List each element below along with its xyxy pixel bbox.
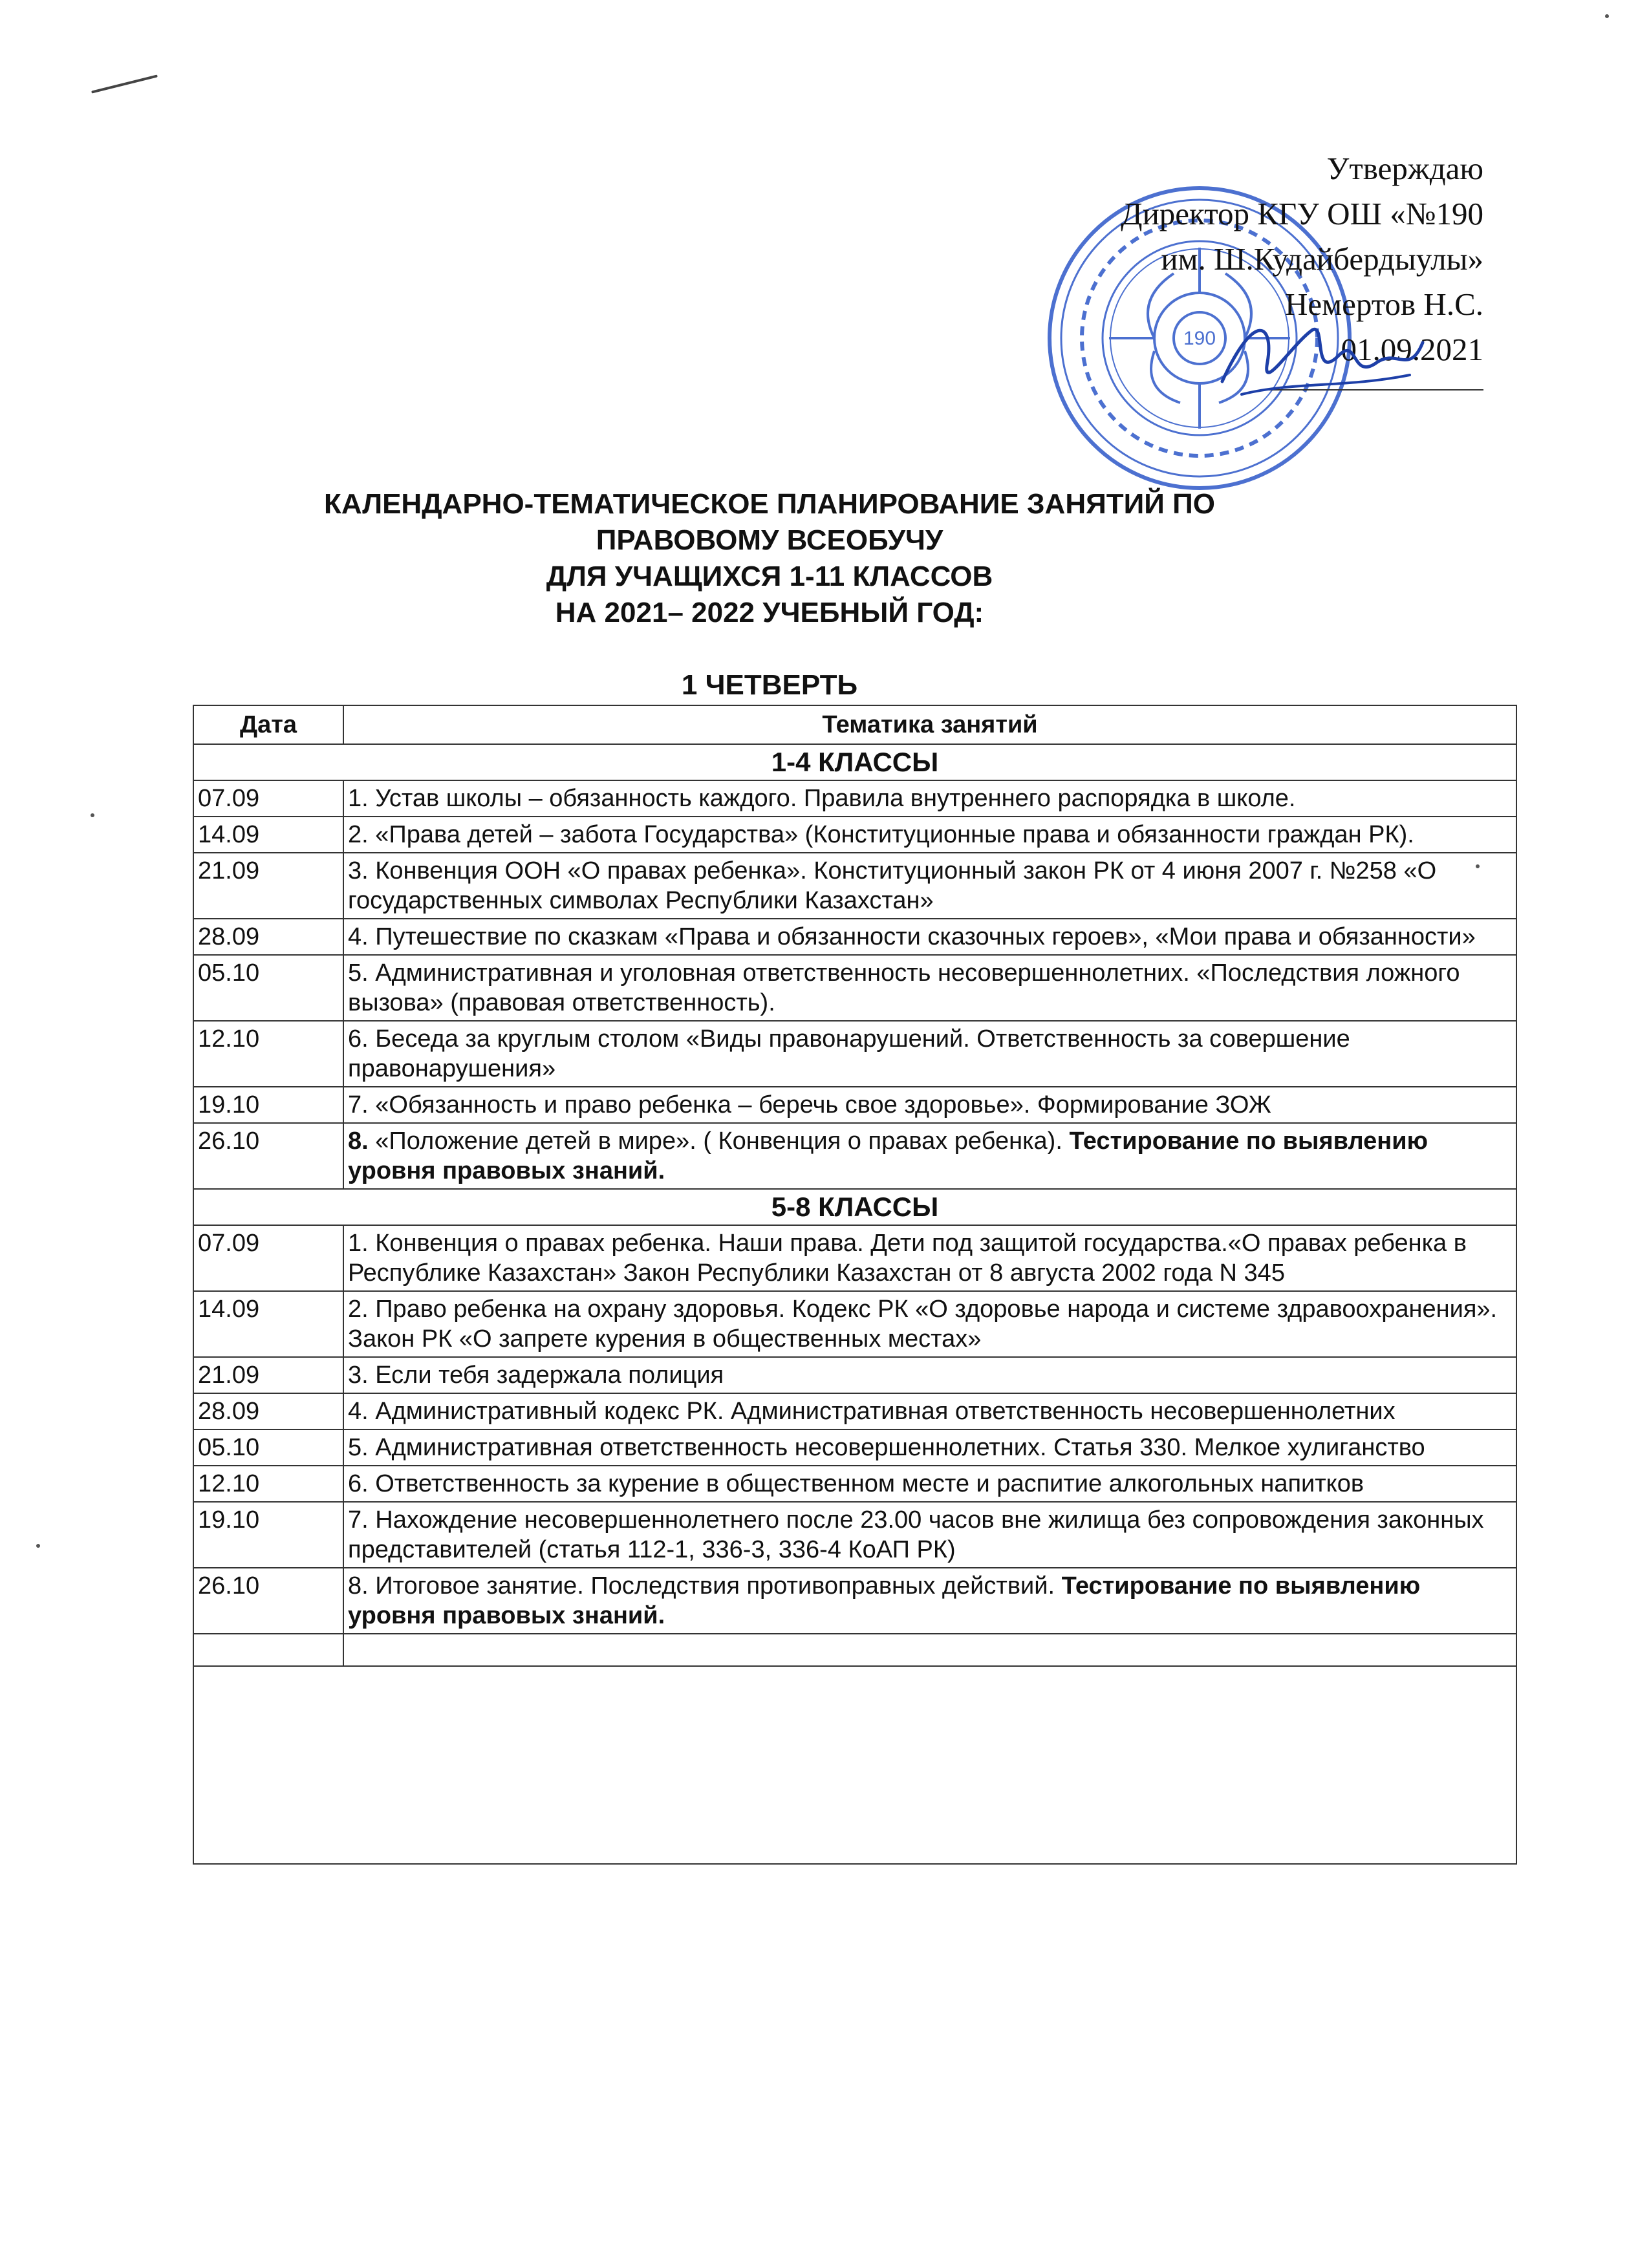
table-row [193,1393,1516,1429]
row-date: 26.10 [193,1568,343,1634]
row-topic [343,1568,1516,1634]
row-date: 21.09 [193,853,343,919]
row-topic-number: 8. [348,1128,369,1155]
row-date: 12.10 [193,1466,343,1502]
row-topic: 3. Если тебя задержала полиция [343,1357,1516,1393]
table-row [193,1357,1516,1393]
group-row-1-4 [193,744,1516,780]
blank-area-row [193,1666,1516,1864]
empty-row [193,1634,1516,1666]
row-date: 14.09 [193,1291,343,1357]
row-date: 14.09 [193,817,343,853]
table-row [193,1123,1516,1189]
empty-cell [193,1634,343,1666]
row-topic-bold: Тестирование по выявлению уровня правовых знаний. [348,1572,1421,1629]
row-topic: 4. Административный кодекс РК. Административная ответственность несовершеннолетних [343,1393,1516,1429]
row-topic: 4. Путешествие по сказкам «Права и обязанности сказочных героев», «Мои права и обязанности» [343,919,1516,955]
row-date: 28.09 [193,1393,343,1429]
row-date: 19.10 [193,1502,343,1568]
blank-cell [193,1666,1516,1864]
table-row [193,1429,1516,1466]
scan-speck [36,1544,40,1548]
group-label: 1-4 КЛАССЫ [193,744,1516,780]
table-header-row [193,705,1516,744]
scan-speck [91,813,94,817]
document-title [194,486,1345,631]
row-topic: 6. Ответственность за курение в общественном месте и распитие алкогольных напитков [343,1466,1516,1502]
group-row-5-8 [193,1189,1516,1225]
row-date: 21.09 [193,1357,343,1393]
row-topic: 5. Административная ответственность несовершеннолетних. Статья 330. Мелкое хулиганство [343,1429,1516,1466]
row-topic-bold: Тестирование по выявлению уровня правовых знаний. [348,1128,1428,1184]
row-topic-text: «Положение детей в мире». ( Конвенция о правах ребенка). [368,1128,1070,1155]
row-topic: 2. Право ребенка на охрану здоровья. Кодекс РК «О здоровье народа и системе здравоохранения». Закон РК «О запрете курения в общественных местах» [343,1291,1516,1357]
table-row [193,1568,1516,1634]
row-date: 26.10 [193,1123,343,1189]
table-row [193,1291,1516,1357]
seal-number: 190 [1183,328,1216,349]
row-topic-text: 8. Итоговое занятие. Последствия противоправных действий. [348,1572,1062,1599]
director-signature [1216,284,1429,414]
row-date: 12.10 [193,1021,343,1087]
header-date: Дата [193,705,343,744]
table-row [193,1502,1516,1568]
approval-date: 01.09.2021 [1341,332,1483,367]
scan-speck [1605,14,1609,18]
table-row [193,780,1516,817]
row-date: 07.09 [193,780,343,817]
table-row [193,817,1516,853]
approval-director-name: Немертов Н.С. [1285,286,1483,322]
row-topic: 7. Нахождение несовершеннолетнего после 23.00 часов вне жилища без сопровождения законных представителей (статья 112-1, 336-3, 336-4 КоАП РК) [343,1502,1516,1568]
title-line-1: КАЛЕНДАРНО-ТЕМАТИЧЕСКОЕ ПЛАНИРОВАНИЕ ЗАНЯТИЙ ПО [324,488,1215,520]
row-date: 05.10 [193,1429,343,1466]
header-topic: Тематика занятий [343,705,1516,744]
table-row [193,955,1516,1021]
row-topic: 2. «Права детей – забота Государства» (Конституционные права и обязанности граждан РК). [343,817,1516,853]
empty-cell [343,1634,1516,1666]
approval-heading: Утверждаю [1326,151,1483,186]
approval-position: Директор КГУ ОШ «№190 [1121,196,1483,231]
row-topic: 5. Административная и уголовная ответственность несовершеннолетних. «Последствия ложного вызова» (правовая ответственность). [343,955,1516,1021]
row-date: 28.09 [193,919,343,955]
group-label: 5-8 КЛАССЫ [193,1189,1516,1225]
title-line-3: ДЛЯ УЧАЩИХСЯ 1-11 КЛАССОВ [546,561,993,592]
row-date: 05.10 [193,955,343,1021]
table-row [193,853,1516,919]
table-row [193,1466,1516,1502]
table-row [193,919,1516,955]
row-topic [343,1123,1516,1189]
row-date: 07.09 [193,1225,343,1291]
table-row [193,1087,1516,1123]
table-row [193,1225,1516,1291]
title-line-2: ПРАВОВОМУ ВСЕОБУЧУ [596,524,943,556]
row-date: 19.10 [193,1087,343,1123]
row-topic: 1. Устав школы – обязанность каждого. Правила внутреннего распорядка в школе. [343,780,1516,817]
row-topic: 6. Беседа за круглым столом «Виды правонарушений. Ответственность за совершение правонарушения» [343,1021,1516,1087]
row-topic: 3. Конвенция ООН «О правах ребенка». Конституционный закон РК от 4 июня 2007 г. №258 «О государственных символах Республики Казахстан» [343,853,1516,919]
quarter-heading: 1 ЧЕТВЕРТЬ [681,669,858,701]
title-line-4: НА 2021– 2022 УЧЕБНЫЙ ГОД: [555,597,984,628]
scan-mark [91,74,158,93]
row-topic: 7. «Обязанность и право ребенка – беречь свое здоровье». Формирование ЗОЖ [343,1087,1516,1123]
table-row [193,1021,1516,1087]
plan-table [193,705,1517,1865]
row-topic: 1. Конвенция о правах ребенка. Наши права. Дети под защитой государства.«О правах ребенка в Республике Казахстан» Закон Республики Казахстан от 8 августа 2002 года N 345 [343,1225,1516,1291]
approval-school-name: им. Ш.Кудайбердыулы» [1161,241,1483,277]
